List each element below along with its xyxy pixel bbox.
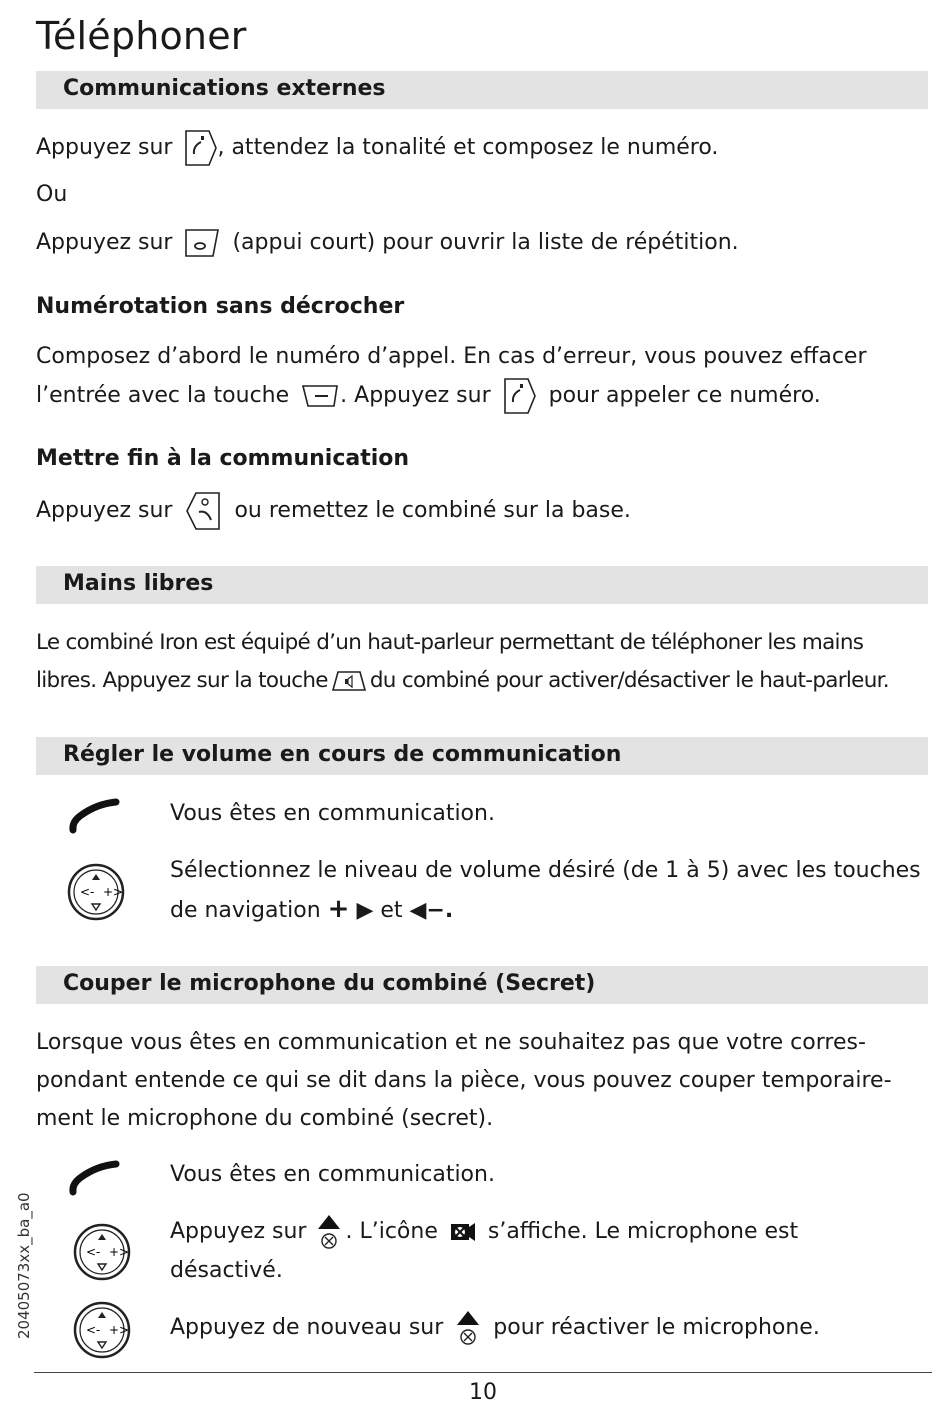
- svg-text:<-: <-: [86, 1323, 101, 1337]
- handsfree-line-1: Le combiné Iron est équipé d’un haut-parleur permettant de téléphoner les mains: [36, 630, 864, 655]
- text: , attendez la tonalité et composez le numéro.: [217, 135, 719, 160]
- text: pour réactiver le microphone.: [493, 1315, 820, 1340]
- volume-step-1: Vous êtes en communication.: [170, 801, 495, 826]
- section-title: Communications externes: [63, 76, 386, 101]
- external-step-1: [36, 128, 928, 168]
- subheading-predial: Numérotation sans décrocher: [36, 294, 405, 319]
- delete-key-icon: [300, 382, 342, 410]
- mute-intro-line-3: ment le microphone du combiné (secret).: [36, 1106, 494, 1131]
- speaker-key-icon: [330, 669, 368, 693]
- footer-divider: [34, 1372, 932, 1373]
- text: du combiné pour activer/désactiver le haut-parleur.: [369, 668, 889, 693]
- mute-step-2-line-1: [170, 1213, 930, 1251]
- subheading-endcall: Mettre fin à la communication: [36, 446, 410, 471]
- text: s’affiche. Le microphone est: [487, 1219, 799, 1244]
- end-key-icon: [183, 490, 223, 532]
- text: et: [380, 898, 403, 923]
- text: ou remettez le combiné sur la base.: [234, 498, 631, 523]
- volume-step-2-line-1: Sélectionnez le niveau de volume désiré (de 1 à 5) avec les touches: [170, 858, 921, 883]
- text: pour appeler ce numéro.: [548, 383, 821, 408]
- text: Appuyez sur: [36, 498, 173, 523]
- left-arrow-icon: ◀: [409, 898, 427, 923]
- text: Appuyez sur: [36, 230, 173, 255]
- talk-key-icon: [502, 376, 538, 416]
- text: Appuyez sur: [36, 135, 173, 160]
- right-arrow-icon: ▶: [356, 898, 374, 923]
- text: Appuyez de nouveau sur: [170, 1315, 444, 1340]
- text: . Appuyez sur: [340, 383, 491, 408]
- section-header-external: [36, 71, 928, 109]
- plus-symbol: +: [327, 894, 350, 924]
- page-number: 10: [469, 1380, 497, 1405]
- mute-up-key-icon: [454, 1309, 482, 1347]
- text: . L’icône: [345, 1219, 438, 1244]
- section-title: Régler le volume en cours de communication: [63, 742, 622, 767]
- text: (appui court) pour ouvrir la liste de répétition.: [232, 230, 739, 255]
- handset-icon: [68, 796, 122, 840]
- svg-text:<-: <-: [80, 885, 95, 899]
- mute-intro-line-2: pondant entende ce qui se dit dans la pièce, vous pouvez couper temporaire-: [36, 1068, 892, 1093]
- mute-step-1: Vous êtes en communication.: [170, 1162, 495, 1187]
- section-header-mute: [36, 966, 928, 1004]
- external-or: Ou: [36, 182, 68, 207]
- section-header-handsfree: [36, 566, 928, 604]
- svg-text:+>: +>: [109, 1245, 130, 1259]
- svg-text:+>: +>: [103, 885, 124, 899]
- text: Appuyez sur: [170, 1219, 307, 1244]
- mute-up-key-icon: [315, 1213, 343, 1251]
- handset-icon: [68, 1158, 122, 1202]
- mute-step-3: [170, 1309, 930, 1347]
- section-title: Couper le microphone du combiné (Secret): [63, 971, 596, 996]
- text: libres. Appuyez sur la touche: [36, 668, 328, 693]
- talk-key-icon: [183, 128, 219, 168]
- svg-text:<-: <-: [86, 1245, 101, 1259]
- navigation-wheel-icon: [66, 862, 126, 926]
- page-title: Téléphoner: [36, 14, 247, 58]
- handsfree-line-2: [36, 662, 928, 700]
- text: de navigation: [170, 898, 321, 923]
- minus-symbol: −.: [426, 898, 454, 923]
- mute-step-2-line-2: désactivé.: [170, 1258, 283, 1283]
- svg-text:+>: +>: [109, 1323, 130, 1337]
- section-title: Mains libres: [63, 571, 214, 596]
- volume-step-2-line-2: [170, 890, 930, 930]
- endcall-text: [36, 490, 928, 532]
- navigation-wheel-icon: [72, 1300, 132, 1364]
- text: l’entrée avec la touche: [36, 383, 290, 408]
- predial-line-2: [36, 376, 928, 416]
- redial-key-icon: [183, 227, 221, 259]
- navigation-wheel-icon: [72, 1222, 132, 1286]
- microphone-off-icon: [449, 1221, 477, 1243]
- document-code: 20405073xx_ba_a0: [15, 1192, 33, 1339]
- section-header-volume: [36, 737, 928, 775]
- mute-intro-line-1: Lorsque vous êtes en communication et ne souhaitez pas que votre corres-: [36, 1030, 866, 1055]
- predial-line-1: Composez d’abord le numéro d’appel. En cas d’erreur, vous pouvez effacer: [36, 344, 867, 369]
- external-step-2: [36, 224, 928, 262]
